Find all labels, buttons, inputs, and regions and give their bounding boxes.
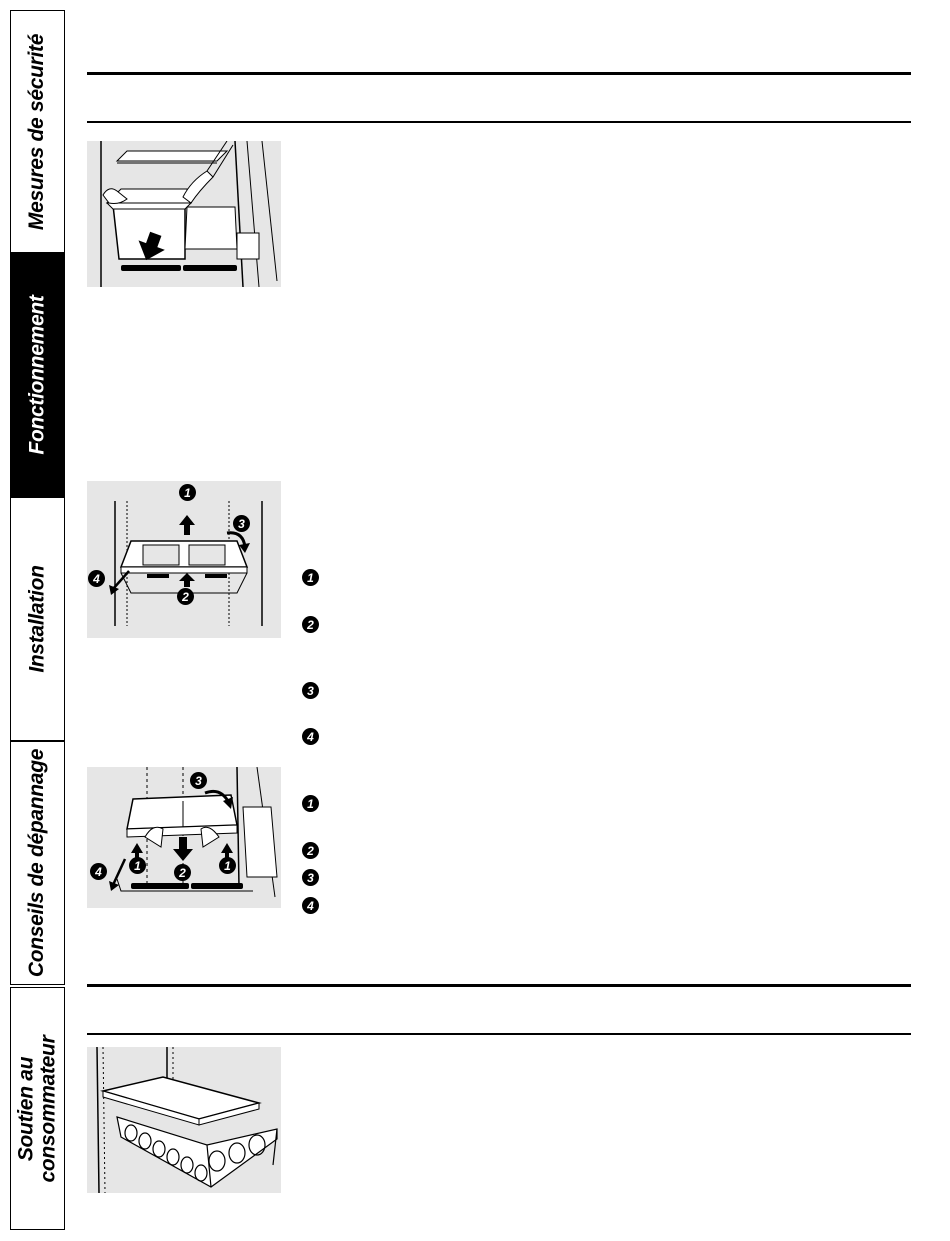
step-number-icon xyxy=(302,842,319,859)
drawer-removal-illustration xyxy=(87,141,281,287)
step-number-icon xyxy=(88,570,105,587)
figure-shelf-removal xyxy=(87,481,281,638)
step-number: 1 xyxy=(307,570,314,585)
tab-label-line: consommateur xyxy=(36,1035,60,1182)
step-number: 2 xyxy=(307,843,314,858)
tab-label-line: Soutien au xyxy=(14,1056,38,1161)
step-number: 2 xyxy=(307,617,314,632)
tab-conseils-de-depannage[interactable] xyxy=(10,741,65,985)
tab-label xyxy=(27,749,49,977)
step-number: 3 xyxy=(195,773,202,788)
tab-label-line: Installation xyxy=(25,565,49,673)
step-number-icon xyxy=(129,857,146,874)
can-rack-illustration xyxy=(87,1047,281,1193)
tab-label xyxy=(16,1035,60,1182)
step-number: 1 xyxy=(307,796,314,811)
section-rule xyxy=(87,121,911,123)
section-rule xyxy=(87,1033,911,1035)
section-rule-top xyxy=(87,984,911,987)
tab-label xyxy=(27,295,49,454)
step-number-icon xyxy=(302,795,319,812)
step-number-icon xyxy=(302,682,319,699)
step-number: 1 xyxy=(184,485,191,500)
tab-installation[interactable] xyxy=(10,497,65,741)
step-number-icon xyxy=(302,616,319,633)
step-number: 1 xyxy=(134,858,141,873)
tab-label-line: Mesures de sécurité xyxy=(25,33,49,230)
step-number-icon xyxy=(302,869,319,886)
step-number-icon xyxy=(302,569,319,586)
step-number: 2 xyxy=(182,589,189,604)
tab-label-line: Fonctionnement xyxy=(25,295,49,455)
figure-drawer-removal xyxy=(87,141,281,287)
step-number-icon xyxy=(219,857,236,874)
tab-label xyxy=(27,33,49,229)
side-nav xyxy=(10,10,66,1230)
tab-mesures-de-securite[interactable] xyxy=(10,10,65,253)
step-number-icon xyxy=(174,864,191,881)
step-number-icon xyxy=(177,588,194,605)
step-number-icon xyxy=(179,484,196,501)
step-number-icon xyxy=(90,863,107,880)
step-number: 3 xyxy=(238,516,245,531)
step-number-icon xyxy=(233,515,250,532)
tab-soutien-au-consommateur[interactable] xyxy=(10,987,65,1230)
step-number: 1 xyxy=(224,858,231,873)
step-number-icon xyxy=(302,728,319,745)
tab-fonctionnement[interactable] xyxy=(10,253,65,497)
step-number: 3 xyxy=(307,683,314,698)
glass-shelf-illustration xyxy=(87,767,281,908)
tab-label xyxy=(27,565,49,672)
step-number: 4 xyxy=(93,571,100,586)
step-number: 4 xyxy=(307,898,314,913)
step-number-icon xyxy=(190,772,207,789)
step-number: 4 xyxy=(95,864,102,879)
step-number: 2 xyxy=(179,865,186,880)
section-rule-top xyxy=(87,72,911,75)
shelf-removal-illustration xyxy=(87,481,281,638)
step-number: 3 xyxy=(307,870,314,885)
figure-can-rack-shelf xyxy=(87,1047,281,1193)
step-number: 4 xyxy=(307,729,314,744)
step-number-icon xyxy=(302,897,319,914)
tab-label-line: Conseils de dépannage xyxy=(25,748,49,978)
figure-glass-shelf-removal xyxy=(87,767,281,908)
